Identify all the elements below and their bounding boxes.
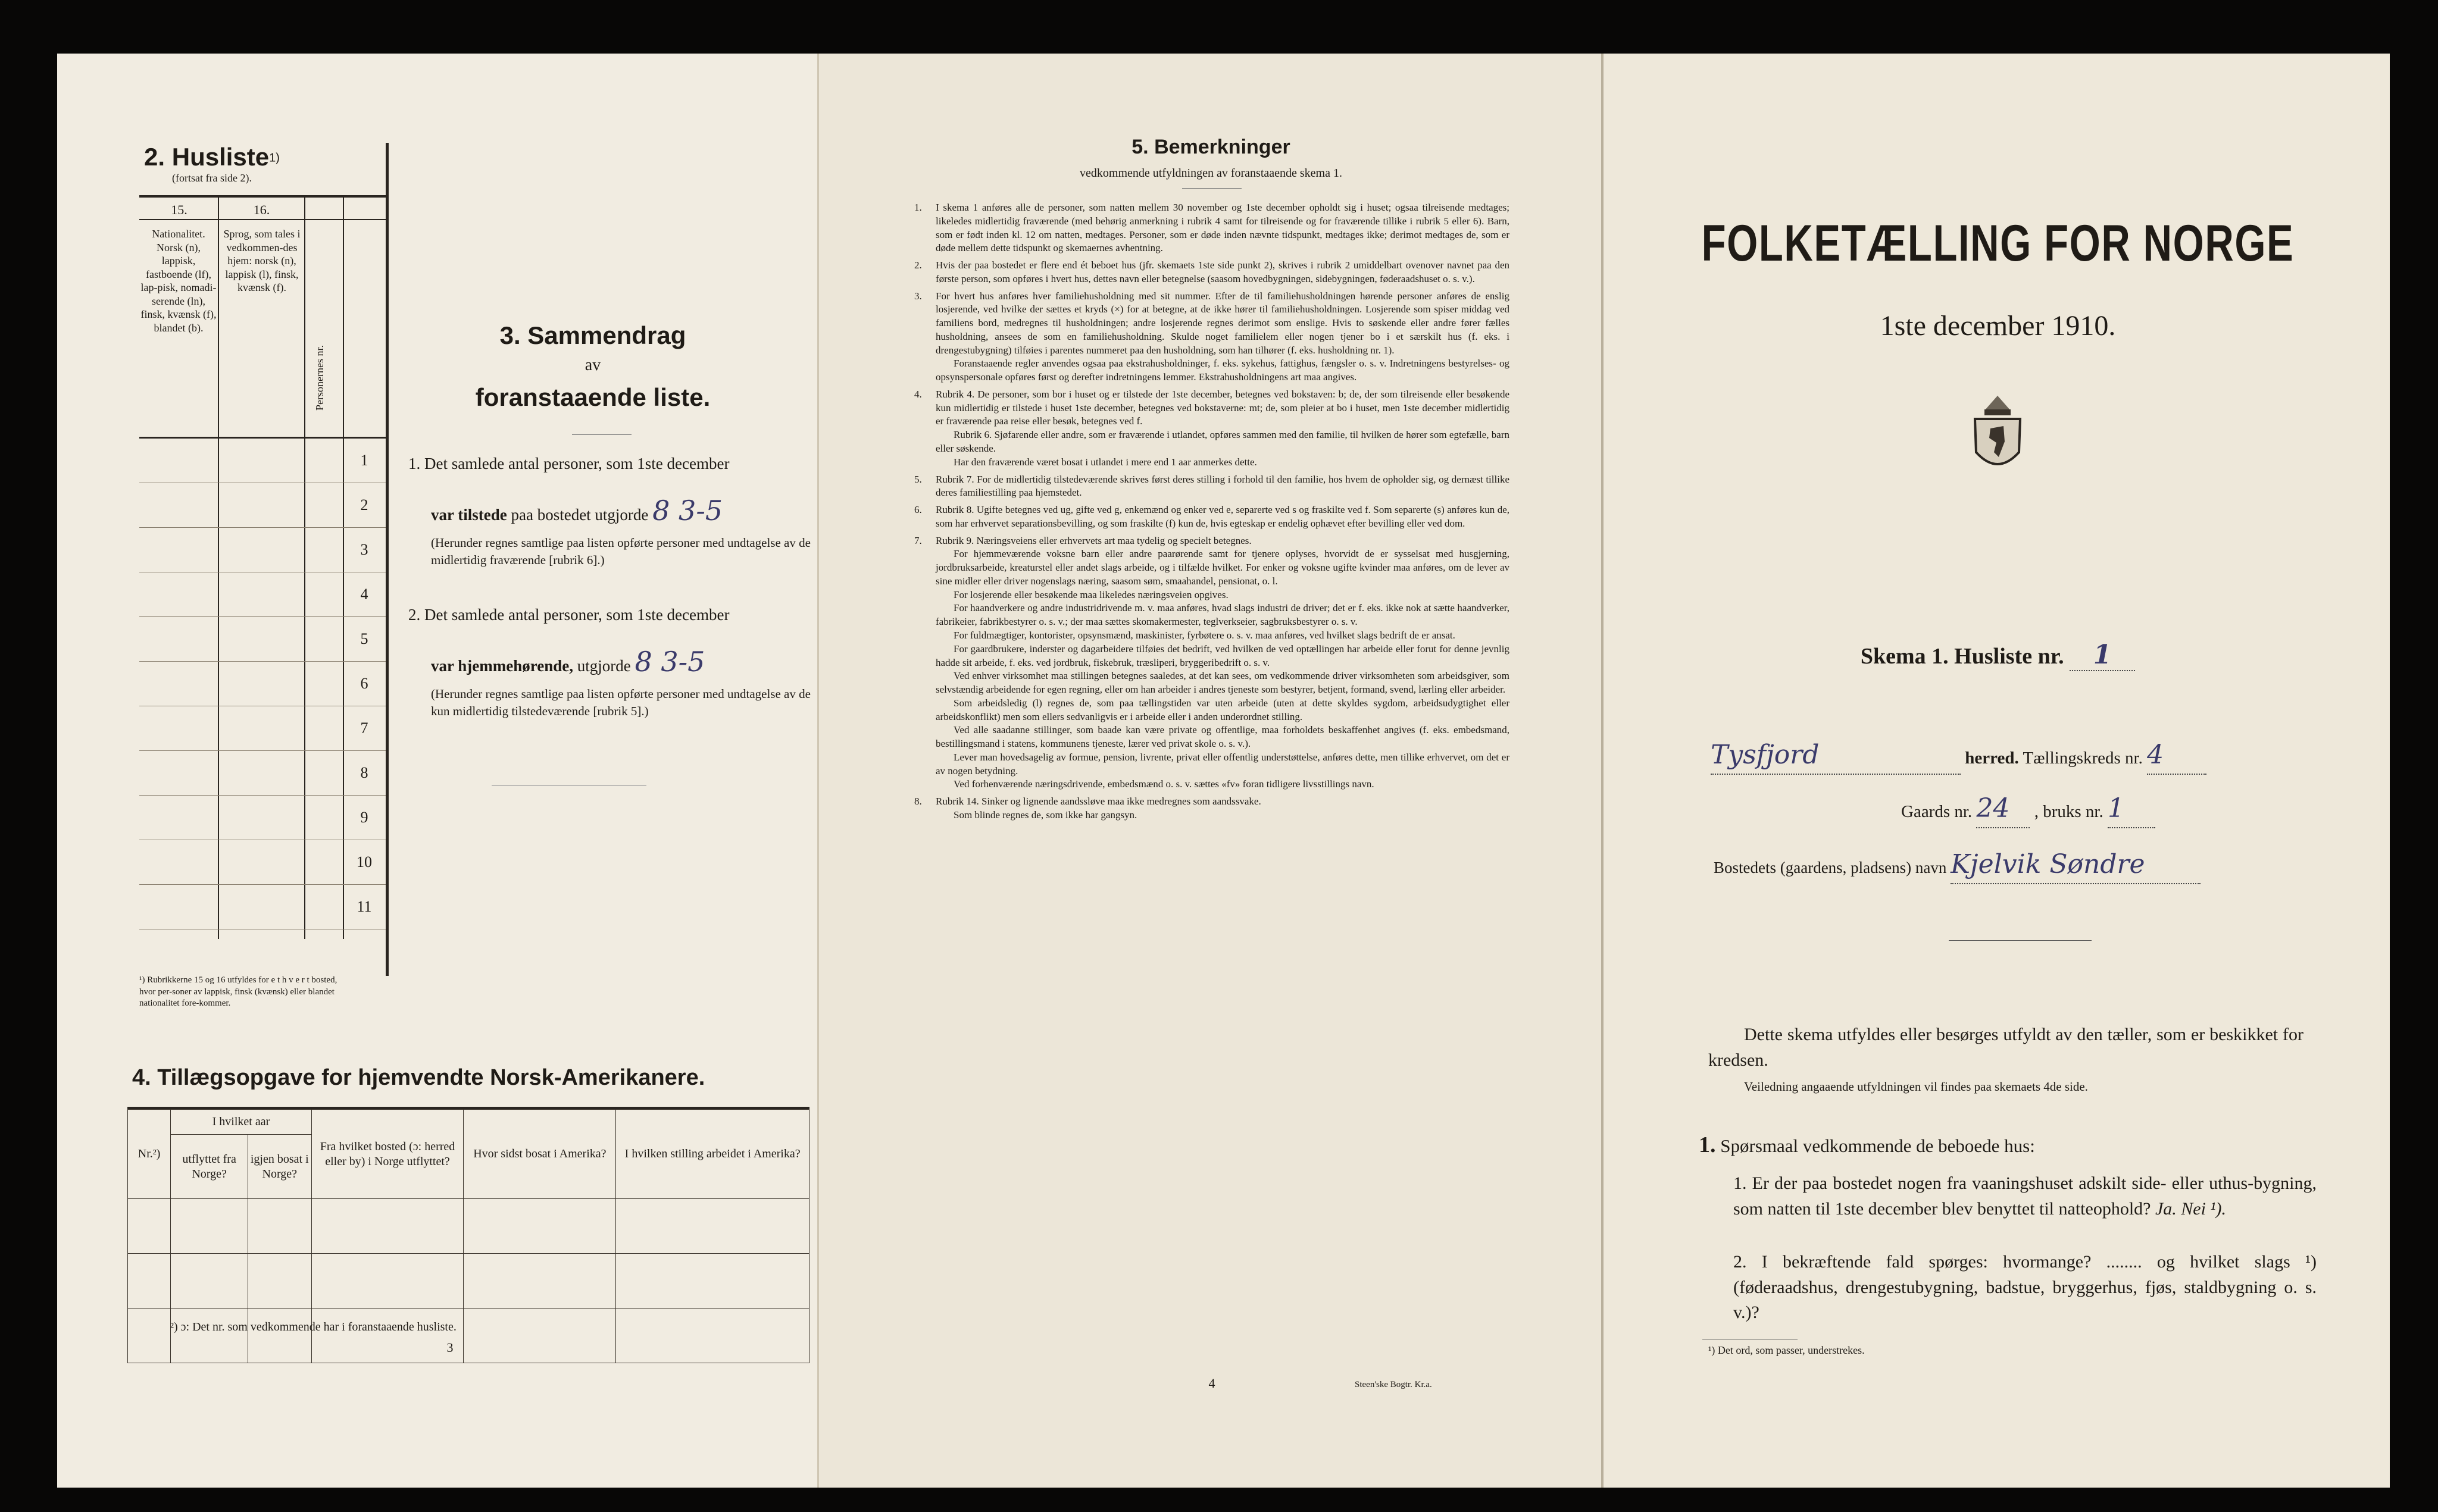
- col-nr: Nr.²): [128, 1110, 171, 1199]
- row-number: 6: [360, 675, 368, 692]
- item-paragraph: For haandverkere og andre industridrivende m. v. maa anføres, hvad slags industri de driver; det er f. eks. ikke nok at sætte haandverker, fabrikeier, fabrikbestyrer o. s. v.; der maa sættes skomakermester, teglverkseier, sagbruksbestyrer o. s. v.: [936, 602, 1509, 628]
- item-paragraph: Lever man hovedsagelig av formue, pension, livrente, privat eller offentlig understøttelse, anføres dette, men tillike erhvervet, om det er av nogen betydning.: [936, 751, 1509, 777]
- item-paragraph: Rubrik 7. For de midlertidig tilstedeværende skrives først deres stilling i forhold til den familie, hos hvem de opholder sig, og dernæst tillike deres familiestilling paa hjemstedet.: [936, 473, 1509, 499]
- item-paragraph: Ved alle saadanne stillinger, som baade kan være private og offentlige, maa forholdets beskaffenhet angives (f. eks. embedsmand, bestillingsmand i statens, kommunens tjeneste, lærer ved privat skole o. s. v.).: [936, 724, 1509, 750]
- footnote-nr: ²) ɔ: Det nr. som vedkommende har i foranstaaende husliste.: [170, 1320, 457, 1333]
- footnote-rubrikkerne: ¹) Rubrikkerne 15 og 16 utfyldes for e t h v e r t bosted, hvor per-soner av lappisk, finsk (kvænsk) eller blandet nationalitet fore-kommer.: [139, 975, 337, 1008]
- item-paragraph: Ved forhenværende næringsdrivende, embedsmænd o. s. v. sættes «fv» foran tidligere livsstillings navn.: [954, 778, 1374, 790]
- item-paragraph: Rubrik 4. De personer, som bor i huset og er tilstede der 1ste december, betegnes ved bokstaven: b; de, der som tilreisende eller besøkende kun midlertidig er tilstede i huset 1ste december, betegnes ved bokstaverne: mt; de, som pleier at bo i huset, men 1ste december midlertidig er fraværende paa reise eller besøk, betegnes ved f.: [936, 388, 1509, 427]
- col15-number: 15.: [171, 202, 187, 217]
- item-paragraph: I skema 1 anføres alle de personer, som natten mellem 30 november og 1ste december opholdt sig i huset; ogsaa tilreisende medtages; likeledes midlertidig fraværende (med behørig anmerkning i rubrik 4 samt for tilreisende og for fraværende tillike i rubrik 5 eller 6). Barn, som er født inden kl. 12 om natten, medtages. Personer, som er døde inden nævnte tidspunkt, medtages ikke; derimot medtages de, som er døde mellem dette tidspunkt og skemaernes avhentning.: [936, 202, 1509, 254]
- item-number: 8.: [914, 796, 922, 807]
- page-number: 4: [1208, 1376, 1215, 1391]
- bemerkninger-list: [914, 201, 1509, 826]
- footnote-understrekes: ¹) Det ord, som passer, understrekes.: [1708, 1344, 1865, 1356]
- table-top-rule: [139, 195, 386, 198]
- husliste-nr-value: 1: [2070, 640, 2135, 671]
- item-paragraph: Rubrik 14. Sinker og lignende aandssløve maa ikke medregnes som aandssvake.: [936, 796, 1261, 807]
- col-hvor-bosat: Hvor sidst bosat i Amerika?: [464, 1110, 616, 1199]
- document-title: FOLKETÆLLING FOR NORGE: [1701, 215, 2295, 272]
- husliste-rows: [139, 439, 386, 929]
- handwritten-count-present: 8 3-5: [652, 494, 723, 527]
- item-number: 6.: [914, 504, 922, 516]
- row-number: 1: [360, 452, 368, 469]
- husliste-heading: 2. Husliste$^{1)}$ (fortsat fra side 2).: [57, 143, 367, 185]
- item-number: 4.: [914, 388, 922, 400]
- item-number: 1.: [914, 202, 922, 213]
- row-number: 3: [360, 541, 368, 558]
- item-paragraph: Ved enhver virksomhet maa stillingen betegnes saaledes, at det kan sees, om vedkommende driver virksomheten som arbeidsgiver, som selvstændig arbeidende for egen regning, eller om han arbeider i andres tjeneste som bestyrer, betjent, formand, svend, lærling eller arbeider.: [936, 670, 1509, 696]
- row-number: 10: [357, 853, 372, 871]
- row-number: 4: [360, 586, 368, 603]
- item-paragraph: Hvis der paa bostedet er flere end ét beboet hus (jfr. skemaets 1ste side punkt 2), skrives i rubrik 2 umiddelbart ovenover navnet paa den første person, som opføres i hvert hus, dettes navn eller betegnelse (saasom hovedbygningen, sidebygningen, føderaadshuset o. s. v.).: [936, 259, 1509, 284]
- sammendrag-title: 3. Sammendrag: [499, 321, 686, 349]
- divider: [492, 785, 646, 786]
- item-number: 3.: [914, 290, 922, 302]
- col-igjen-bosat: igjen bosat i Norge?: [248, 1135, 311, 1199]
- bemerkning-item: [914, 201, 1509, 255]
- row-number: 2: [360, 496, 368, 514]
- row-number: 11: [357, 898, 372, 915]
- table-row: [139, 617, 386, 662]
- table-row: [139, 572, 386, 617]
- table-row: [139, 840, 386, 885]
- item-paragraph: For hvert hus anføres hver familiehusholdning med sit nummer. Efter de til familiehusholdningen hørende personer anføres de enslig losjerende, ved hvilke der sættes et kryds (×) for at betegne, at de ikke hører til familiehusholdningen. Losjerende som spiser middag ved familiens bord, medregnes til husholdningen; andre losjerende regnes derimot som enslige. Hvis to søskende eller andre fører fælles husholdning, ansees de som en familiehusholdning. Skulde noget familielem eller nogen tjener bo i et særskilt hus (f. eks. i drengestubygning) tilføies i parentes nummeret paa den husholdning, som han tilhører (f. eks. husholdning nr. 1).: [936, 290, 1509, 356]
- kreds-value: 4: [2147, 737, 2206, 775]
- bemerkning-item: [914, 503, 1509, 531]
- row-number: 9: [360, 809, 368, 826]
- bemerkning-item: [914, 290, 1509, 384]
- bemerkning-item: [914, 388, 1509, 469]
- bemerkning-item: [914, 534, 1509, 792]
- col-utflyttet: utflyttet fra Norge?: [171, 1135, 248, 1199]
- item-paragraph: For losjerende eller besøkende maa likeledes næringsveien opgives.: [954, 588, 1229, 600]
- col-hvilket-aar: I hvilket aar: [171, 1110, 311, 1135]
- coat-of-arms-icon: [1967, 387, 2028, 476]
- table-row: [139, 796, 386, 840]
- item-number: 2.: [914, 259, 922, 271]
- question-1-answer: Ja. Nei ¹).: [2155, 1198, 2226, 1219]
- item-paragraph: Som blinde regnes de, som ikke har gangsyn.: [954, 809, 1137, 821]
- page-number: 3: [446, 1340, 454, 1355]
- row-number: 8: [360, 764, 368, 781]
- husliste-subtitle: (fortsat fra side 2).: [172, 172, 252, 184]
- veiledning-text: Veiledning angaaende utfyldningen vil findes paa skemaets 4de side.: [1744, 1079, 2088, 1094]
- item-paragraph: Rubrik 8. Ugifte betegnes ved ug, gifte ved g, enkemænd og enker ved e, separerte ved s og fraskilte ved f. Som separerte (s) anføres kun de, som har erhvervet separationsbevilling, og som fraskilte (f) kun de, hvis egteskap er endelig ophævet efter bevilling eller ved dom.: [936, 504, 1509, 529]
- col-fra-bosted: Fra hvilket bosted (ɔ: herred eller by) i Norge utflyttet?: [311, 1110, 464, 1199]
- bruks-nr-value: 1: [2108, 790, 2155, 828]
- handwritten-count-resident: 8 3-5: [634, 646, 705, 678]
- item-paragraph: For fuldmægtiger, kontorister, opsynsmænd, maskinister, fyrbøtere o. s. v. maa anføres, ved hvilket slags bedrift de er ansat.: [954, 629, 1455, 641]
- item-paragraph: Som arbeidsledig (l) regnes de, som paa tællingstiden var uten arbeide (uten at dette skyldes sygdom, arbeidsudygtighet eller arbeidskonflikt) men som ellers sedvanligvis er i arbeide eller i anden underordnet stilling.: [936, 697, 1509, 722]
- bosted-line: Bostedets (gaardens, pladsens) navn Kjelvik Søndre: [1714, 846, 2368, 884]
- question-2: 2. I bekræftende fald spørges: hvormange? ........ og hvilket slags ¹) (føderaadshus, drengestubygning, badstue, bryggerhus, fjøs, staldbygning o. s. v.)?: [1733, 1252, 2317, 1323]
- bemerkninger-title: 5. Bemerkninger: [1132, 136, 1290, 158]
- census-date: 1ste december 1910.: [1880, 310, 2116, 342]
- row-number: 5: [360, 630, 368, 647]
- divider: [1182, 188, 1242, 189]
- item-paragraph: Foranstaaende regler anvendes ogsaa paa ekstrahusholdninger, f. eks. sykehus, fattighus, fængsler o. s. v. Indretningens bestyrelses- og opsynspersonale opføres først og derefter indretningens lemmer. Ekstrahusholdningens art maa angives.: [936, 358, 1509, 383]
- bemerkning-item: [914, 473, 1509, 500]
- gaards-nr-value: 24: [1976, 790, 2030, 828]
- table-row: [139, 751, 386, 796]
- herred-value: Tysfjord: [1711, 737, 1961, 775]
- personernes-nr-header: Personernes nr.: [314, 345, 326, 411]
- table-row: [139, 528, 386, 572]
- bemerkning-item: [914, 259, 1509, 286]
- bemerkning-item: [914, 795, 1509, 822]
- page-3: [57, 54, 817, 1488]
- page-4: [817, 54, 1601, 1488]
- table-row: [139, 439, 386, 483]
- item-number: 5.: [914, 473, 922, 485]
- bemerkninger-subtitle: vedkommende utfyldningen av foranstaaende skema 1.: [1080, 167, 1342, 180]
- sammendrag-av: av: [585, 356, 601, 374]
- col15-header: Nationalitet. Norsk (n), lappisk, fastboende (lf), lap-pisk, nomadi-serende (ln), finsk, kvænsk (f), blandet (b).: [140, 228, 217, 334]
- table-right-rule: [386, 143, 389, 976]
- intro-text: Dette skema utfyldes eller besørges utfyldt av den tæller, som er beskikket for kredsen.: [1708, 1025, 2303, 1070]
- item-paragraph: For gaardbrukere, inderster og dagarbeidere tilføies det bedrift, ved hvilken de ved optællingen har arbeide eller forut for denne jevnlig hadde sit arbeide, f. eks. ved jordbruk, fiskebruk, træsliperi, bryggeribedrift o. s. v.: [936, 643, 1509, 668]
- sammendrag-title-2: foranstaaende liste.: [475, 383, 711, 411]
- table-row: [139, 706, 386, 751]
- item-number: 7.: [914, 534, 922, 546]
- item-paragraph: Rubrik 9. Næringsveiens eller erhvervets art maa tydelig og specielt betegnes.: [936, 534, 1252, 546]
- item-paragraph: Har den fraværende været bosat i utlandet i mere end 1 aar anmerkes dette.: [954, 456, 1257, 468]
- printer-mark: Steen'ske Bogtr. Kr.a.: [1355, 1380, 1432, 1389]
- page-1-cover: [1601, 54, 2390, 1488]
- bosted-value: Kjelvik Søndre: [1951, 846, 2201, 884]
- item-paragraph: Rubrik 6. Sjøfarende eller andre, som er fraværende i utlandet, opføres sammen med den familie, til hvilken de hører som egtefælle, barn eller søskende.: [936, 429, 1509, 455]
- table-row: [139, 483, 386, 528]
- item-paragraph: For hjemmeværende voksne barn eller andre paarørende samt for tjenere oplyses, hvorvidt de er sysselsat med husgjerning, jordbruksarbeide, kreaturstel eller andet slags arbeide, og i tilfælde hvilket. For enker og voksne ugifte kvinder maa anføres, om de lever av sine midler eller driver nogenslags næring, saasom søm, smaahandel, pensionat, o. l.: [936, 548, 1509, 587]
- summary-item-2: 2. Det samlede antal personer, som 1ste december var hjemmehørende, utgjorde 8 3-5 (Herunder regnes samtlige paa listen opførte personer med undtagelse av de kun midlertidig tilstedeværende [rubrik 5].): [408, 606, 811, 718]
- col16-number: 16.: [253, 202, 270, 217]
- col16-header: Sprog, som tales i vedkommen-des hjem: norsk (n), lappisk (l), finsk, kvænsk (f).: [223, 228, 301, 293]
- skema-line: Skema 1. Husliste nr. 1: [1604, 640, 2392, 671]
- ornament-divider: [1949, 940, 2092, 941]
- table-row: [139, 885, 386, 929]
- summary-item-1: 1. Det samlede antal personer, som 1ste december var tilstede paa bostedet utgjorde 8 3-5 (Herunder regnes samtlige paa listen opførte personer med undtagelse av de midlertidig fraværende [rubrik 6].): [408, 455, 811, 567]
- row-number: 7: [360, 719, 368, 737]
- table-row: [139, 662, 386, 706]
- tillaeg-title: 4. Tillægsopgave for hjemvendte Norsk-Amerikanere.: [132, 1065, 705, 1090]
- question-heading: 1. Spørsmaal vedkommende de beboede hus:: [1699, 1132, 2035, 1157]
- gaards-line: Gaards nr. 24 , bruks nr. 1: [1901, 790, 2353, 828]
- col-stilling: I hvilken stilling arbeidet i Amerika?: [616, 1110, 809, 1199]
- herred-line: Tysfjord herred. Tællingskreds nr. 4: [1711, 737, 2365, 775]
- divider: [572, 434, 632, 435]
- question-1: 1. Er der paa bostedet nogen fra vaaningshuset adskilt side- eller uthus-bygning, som natten til 1ste december blev benyttet til natteophold? Ja. Nei ¹).: [1733, 1173, 2317, 1219]
